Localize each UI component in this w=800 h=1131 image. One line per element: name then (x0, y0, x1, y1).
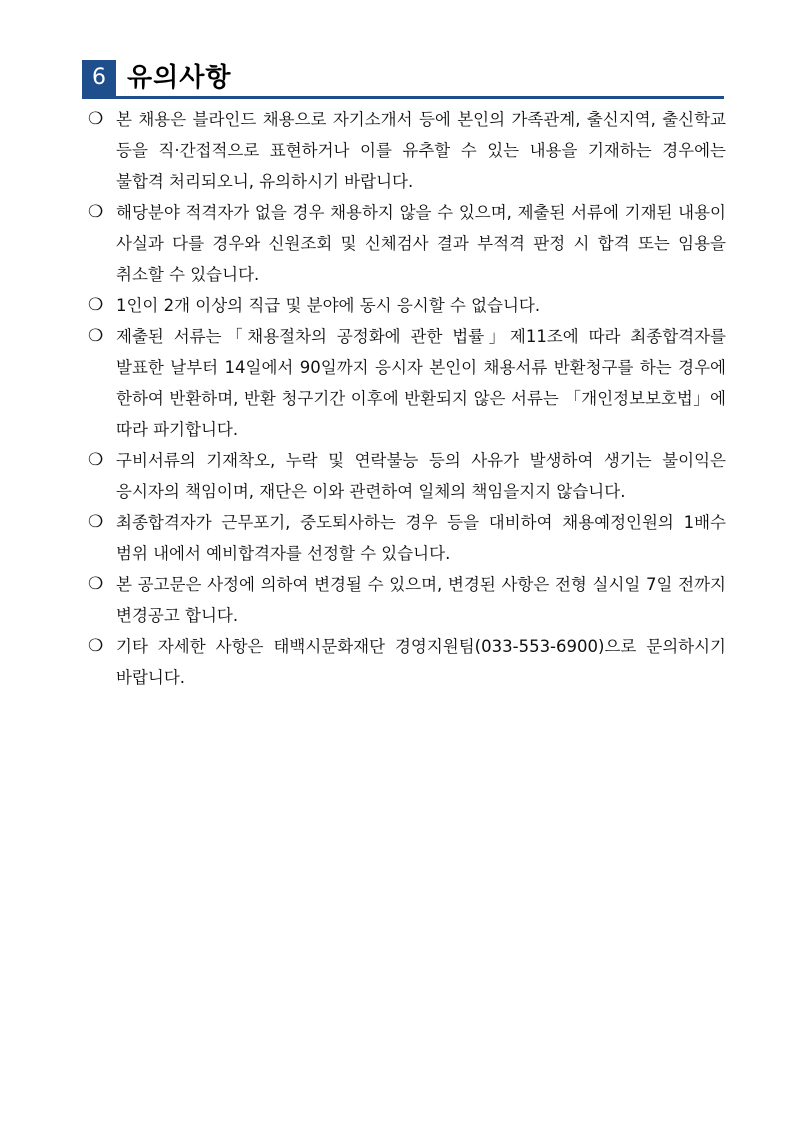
notice-text: 제출된 서류는「채용절차의 공정화에 관한 법률」제11조에 따라 최종합격자를 발표한 날부터 14일에서 90일까지 응시자 본인이 채용서류 반환청구를 하는 경우에 한하여 반환하며, 반환 청구기간 이후에 반환되지 않은 서류는 「개인정보보호법」에 따라 파기합니다. (116, 327, 726, 439)
notice-item (86, 569, 726, 631)
section-number-badge: 6 (82, 60, 116, 96)
notice-item (86, 445, 726, 507)
section-header (82, 60, 724, 98)
notice-item (86, 104, 726, 197)
notice-item (86, 321, 726, 445)
notice-item (86, 197, 726, 290)
notice-item (86, 507, 726, 569)
circle-bullet-icon: ❍ (88, 109, 104, 129)
notice-text: 본 공고문은 사정에 의하여 변경될 수 있으며, 변경된 사항은 전형 실시일 7일 전까지 변경공고 합니다. (116, 575, 726, 625)
circle-bullet-icon: ❍ (88, 512, 104, 532)
circle-bullet-icon: ❍ (88, 202, 104, 222)
notice-text: 최종합격자가 근무포기, 중도퇴사하는 경우 등을 대비하여 채용예정인원의 1배수 범위 내에서 예비합격자를 선정할 수 있습니다. (116, 513, 726, 563)
notice-text: 해당분야 적격자가 없을 경우 채용하지 않을 수 있으며, 제출된 서류에 기재된 내용이 사실과 다를 경우와 신원조회 및 신체검사 결과 부적격 판정 시 합격 또는 임용을 취소할 수 있습니다. (116, 203, 726, 284)
circle-bullet-icon: ❍ (88, 326, 104, 346)
notice-list (86, 104, 726, 693)
notice-text: 본 채용은 블라인드 채용으로 자기소개서 등에 본인의 가족관계, 출신지역, 출신학교 등을 직·간접적으로 표현하거나 이를 유추할 수 있는 내용을 기재하는 경우에는 불합격 처리되오니, 유의하시기 바랍니다. (116, 110, 726, 191)
section-divider (82, 96, 724, 99)
circle-bullet-icon: ❍ (88, 636, 104, 656)
notice-text: 구비서류의 기재착오, 누락 및 연락불능 등의 사유가 발생하여 생기는 불이익은 응시자의 책임이며, 재단은 이와 관련하여 일체의 책임을지지 않습니다. (116, 451, 726, 501)
circle-bullet-icon: ❍ (88, 295, 104, 315)
notice-item (86, 290, 726, 321)
circle-bullet-icon: ❍ (88, 450, 104, 470)
notice-item (86, 631, 726, 693)
notice-text: 기타 자세한 사항은 태백시문화재단 경영지원팀(033-553-6900)으로 문의하시기 바랍니다. (116, 637, 726, 687)
notice-text: 1인이 2개 이상의 직급 및 분야에 동시 응시할 수 없습니다. (116, 296, 541, 315)
section-title: 유의사항 (127, 63, 232, 93)
circle-bullet-icon: ❍ (88, 574, 104, 594)
